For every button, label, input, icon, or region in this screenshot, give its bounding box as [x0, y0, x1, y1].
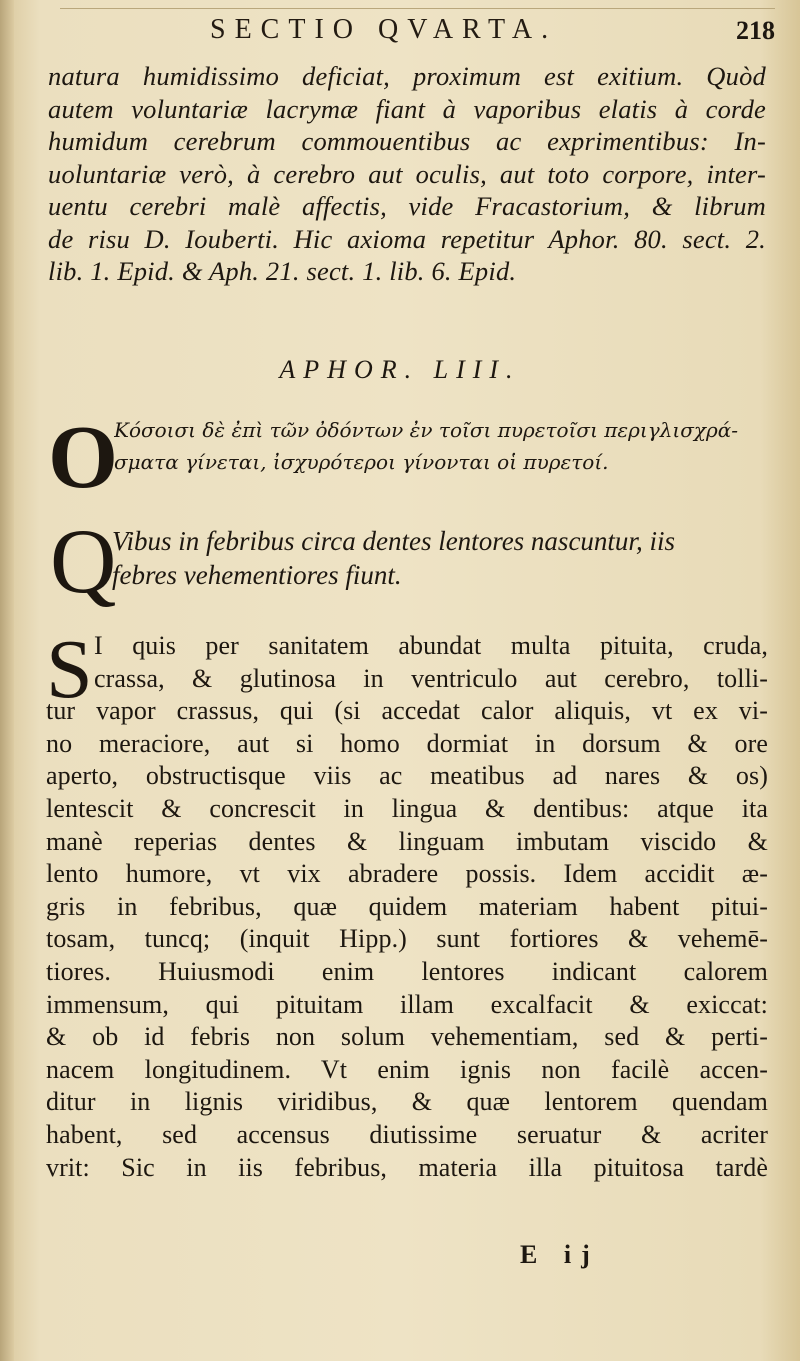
body-line: lentescit & concrescit in lingua & dentibus: atque ita [46, 793, 768, 823]
body-line: & ob id febris non solum vehementiam, sed & perti- [46, 1022, 768, 1052]
latin-aphorism-text [112, 524, 762, 592]
body-line: nacem longitudinem. Vt enim ignis non facilè accen- [46, 1054, 768, 1084]
latin-aphorism-line: febres vehementiores fiunt. [112, 560, 402, 590]
commentary-continuation [48, 60, 766, 288]
commentary-line: lib. 1. Epid. & Aph. 21. sect. 1. lib. 6. Epid. [48, 256, 517, 286]
commentary-line: natura humidissimo deficiat, proximum est exitium. Quòd [48, 61, 766, 91]
page-gutter [0, 0, 14, 1361]
body-line: tiores. Huiusmodi enim lentores indicant calorem [46, 956, 768, 986]
body-line: aperto, obstructisque viis ac meatibus ad nares & os) [46, 761, 768, 791]
greek-text [114, 414, 764, 478]
body-text [46, 623, 768, 1184]
top-edge-rule [60, 8, 775, 9]
greek-line: σματα γίνεται, ἰσχυρότεροι γίνονται οἱ πυρετοί. [114, 450, 609, 474]
latin-aphorism [48, 510, 768, 612]
body-dropcap: S [46, 623, 93, 716]
body-line: vrit: Sic in iis febribus, materia illa pituitosa tardè [46, 1152, 768, 1182]
body-line: manè reperias dentes & linguam imbutam viscido & [46, 826, 768, 856]
body-line: habent, sed accensus diutissime seruatur & acriter [46, 1119, 768, 1149]
commentary-line: uoluntariæ verò, à cerebro aut oculis, aut toto corpore, inter- [48, 158, 766, 189]
body-line: I quis per sanitatem abundat multa pituita, cruda, [94, 631, 768, 660]
greek-dropcap: O [48, 408, 119, 507]
commentary-line: autem voluntariæ lacrymæ fiant à vaporibus elatis à corde [48, 93, 766, 124]
body-line: no meraciore, aut si homo dormiat in dorsum & ore [46, 728, 768, 758]
body-line: lento humore, vt vix abradere possis. Idem accidit æ- [46, 859, 768, 889]
body-line: tur vapor crassus, qui (si accedat calor aliquis, vt ex vi- [46, 696, 768, 726]
commentary-line: de risu D. Iouberti. Hic axioma repetitur Aphor. 80. sect. 2. [48, 223, 766, 254]
body-line: tosam, tuncq; (inquit Hipp.) sunt fortiores & vehemē- [46, 924, 768, 954]
aphorism-heading: APHOR. LIII. [279, 355, 521, 384]
latin-aphorism-line: Vibus in febribus circa dentes lentores nascuntur, iis [112, 526, 675, 556]
greek-line: Κόσοισι δὲ ἐπὶ τῶν ὀδόντων ἐν τοῖσι πυρετοῖσι περιγλισχρά- [114, 418, 739, 442]
body-line: gris in febribus, quæ quidem materiam habent pitui- [46, 891, 768, 921]
greek-aphorism [48, 408, 768, 507]
body-line: ditur in lignis viridibus, & quæ lentorem quendam [46, 1087, 768, 1117]
commentary-line: humidum cerebrum commouentibus ac exprimentibus: In- [48, 126, 766, 156]
body-line: crassa, & glutinosa in ventriculo aut cerebro, tolli- [94, 663, 768, 693]
page-header [60, 14, 775, 54]
running-head: SECTIO QVARTA. [210, 14, 558, 45]
signature-mark: E ij [520, 1240, 600, 1269]
page-number: 218 [736, 16, 775, 45]
latin-dropcap: Q [50, 510, 117, 612]
commentary-line: uentu cerebri malè affectis, vide Fracastorium, & librum [48, 191, 766, 221]
body-line: immensum, qui pituitam illam excalfacit & exiccat: [46, 989, 768, 1019]
